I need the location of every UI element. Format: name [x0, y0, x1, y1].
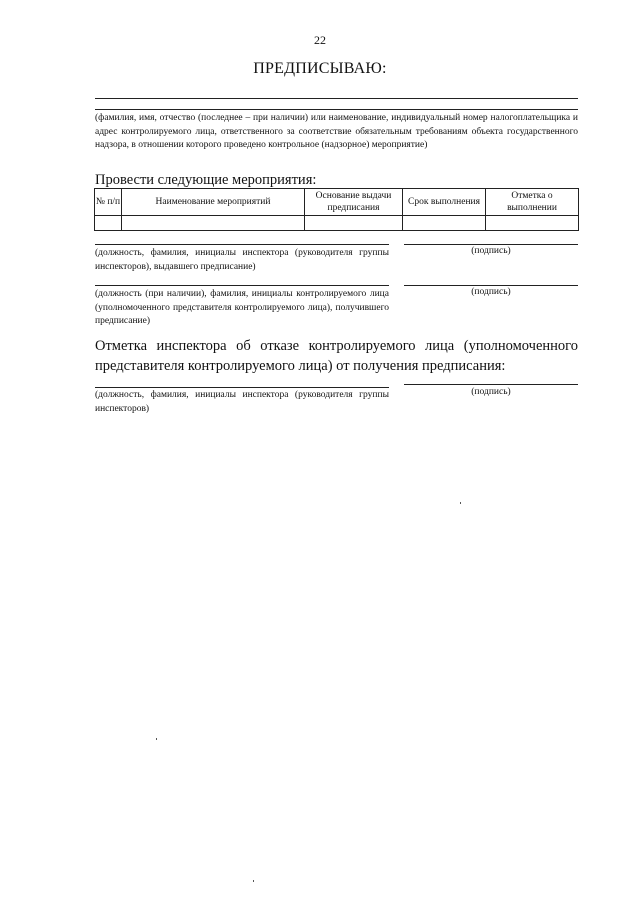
- controlled-person-caption: (фамилия, имя, отчество (последнее – при наличии) или наименование, индивидуальный номер налогоплательщика и адрес контролируемого лица, ответственного за соответствие обязательным требованиям объекта государственного надзора, в отношении которого проведено контрольное (надзорное) мероприятие): [95, 113, 578, 151]
- table-cell[interactable]: [95, 216, 122, 231]
- recipient-name-line: [95, 285, 389, 286]
- table-row: [95, 216, 579, 231]
- actions-title: Провести следующие мероприятия:: [95, 172, 317, 188]
- refusal-inspector-caption: (должность, фамилия, инициалы инспектора (руководителя группы инспекторов): [95, 390, 389, 414]
- scan-speck: [253, 880, 254, 882]
- table-cell[interactable]: [122, 216, 305, 231]
- actions-table: [94, 188, 579, 231]
- column-header-deadline: Срок выполнения: [403, 189, 486, 216]
- inspector-name-line: [95, 244, 389, 245]
- fill-in-line: [95, 109, 578, 110]
- refusal-heading: Отметка инспектора об отказе контролируемого лица (уполномоченного представителя контролируемого лица) от получения предписания:: [95, 338, 578, 374]
- signature-line: [404, 285, 578, 286]
- column-header-completion-mark: Отметка о выполнении: [486, 189, 579, 216]
- column-header-action-name: Наименование мероприятий: [122, 189, 305, 216]
- table-header-row: [95, 189, 579, 216]
- column-header-basis: Основание выдачи предписания: [305, 189, 403, 216]
- signature-label: (подпись): [471, 246, 511, 256]
- scan-speck: [156, 738, 157, 740]
- recipient-caption: (должность (при наличии), фамилия, инициалы контролируемого лица (уполномоченного представителя контролируемого лица), получившего предписание): [95, 289, 389, 327]
- refusal-inspector-line: [95, 387, 389, 388]
- inspector-caption: (должность, фамилия, инициалы инспектора (руководителя группы инспекторов), выдавшего предписание): [95, 248, 389, 272]
- page-title: ПРЕДПИСЫВАЮ:: [253, 60, 387, 77]
- column-header-number: № п/п: [95, 189, 122, 216]
- table-cell[interactable]: [403, 216, 486, 231]
- signature-label: (подпись): [471, 387, 511, 397]
- table-cell[interactable]: [486, 216, 579, 231]
- scan-speck: [460, 502, 461, 504]
- fill-in-line: [95, 98, 578, 99]
- signature-line: [404, 244, 578, 245]
- table-cell[interactable]: [305, 216, 403, 231]
- signature-label: (подпись): [471, 287, 511, 297]
- signature-line: [404, 384, 578, 385]
- page-number: 22: [314, 33, 326, 47]
